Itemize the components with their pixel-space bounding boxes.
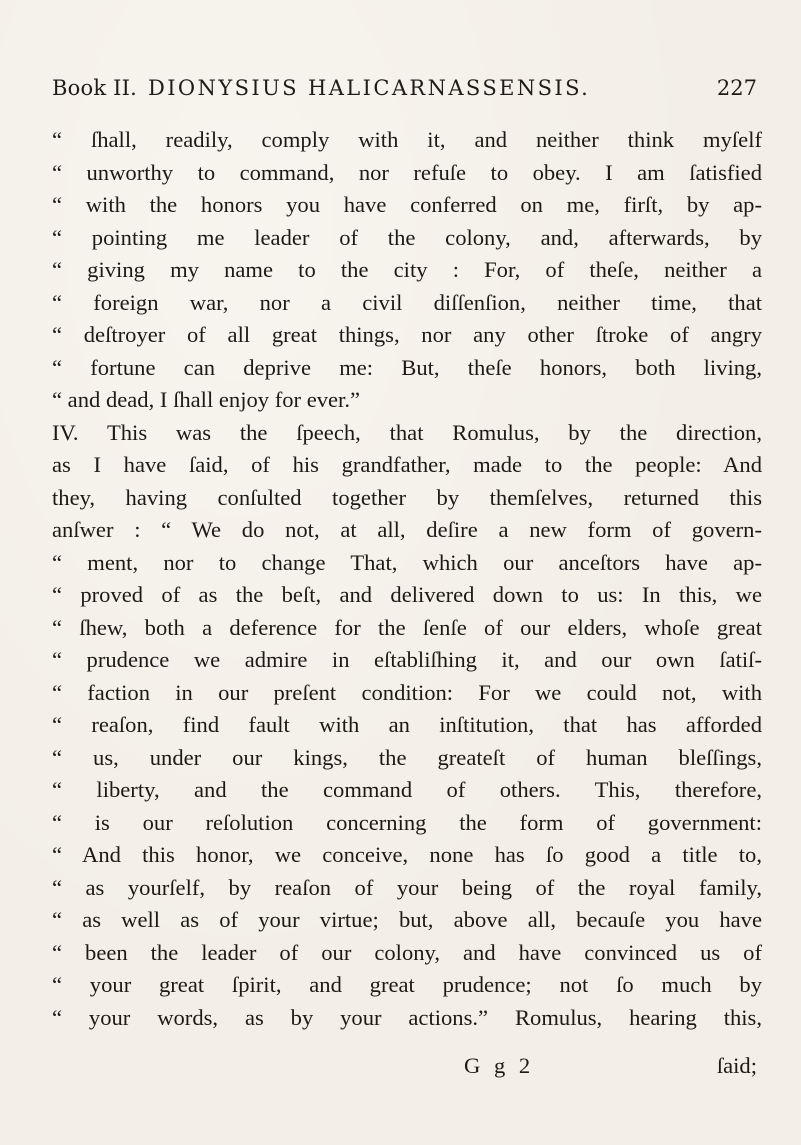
text-line: as I have ſaid, of his grandfather, made to the people: And — [52, 452, 762, 477]
text-line: “ ſhew, both a deference for the ſenſe of our elders, whoſe great — [52, 614, 762, 640]
text-line: “ ſhall, readily, comply with it, and neither think myſelf — [52, 127, 762, 152]
text-line: “ is our reſolution concerning the form of government: — [52, 809, 762, 835]
text-line: “ And this honor, we conceive, none has ſo good a title to, — [52, 842, 762, 867]
text-line: “ deſtroyer of all great things, nor any other ſtroke of angry — [52, 322, 762, 347]
book-label: Book II. — [52, 76, 137, 100]
body-text — [52, 124, 772, 1034]
text-line: “ and dead, I ſhall enjoy for ever.” — [52, 387, 361, 412]
running-title: DIONYSIUS HALICARNASSENSIS. — [148, 76, 591, 100]
text-line: “ giving my name to the city : For, of theſe, neither a — [52, 257, 762, 282]
text-line: “ us, under our kings, the greateſt of human bleſſings, — [52, 744, 762, 770]
text-line: “ ment, nor to change That, which our anceſtors have ap- — [52, 549, 762, 575]
text-line: “ fortune can deprive me: But, theſe honors, both living, — [52, 354, 762, 380]
text-line: “ with the honors you have conferred on me, firſt, by ap- — [52, 192, 762, 217]
text-line: “ prudence we admire in eſtabliſhing it, and our own ſatiſ- — [52, 647, 762, 672]
text-line: “ pointing me leader of the colony, and, afterwards, by — [52, 224, 762, 250]
text-line: they, having conſulted together by themſelves, returned this — [52, 484, 762, 510]
text-line: “ proved of as the beſt, and delivered down to us: In this, we — [52, 582, 762, 607]
page-footer — [52, 1053, 757, 1087]
text-line: “ been the leader of our colony, and have convinced us of — [52, 939, 762, 965]
text-line: “ as yourſelf, by reaſon of your being of the royal family, — [52, 874, 762, 900]
text-line: “ reaſon, find fault with an inſtitution, that has afforded — [52, 712, 762, 737]
text-line: “ your words, as by your actions.” Romulus, hearing this, — [52, 1004, 762, 1030]
text-line: “ liberty, and the command of others. This, therefore, — [52, 777, 762, 802]
text-line: “ faction in our preſent condition: For we could not, with — [52, 679, 762, 705]
text-line: anſwer : “ We do not, at all, deſire a new form of govern- — [52, 517, 762, 542]
text-line: “ as well as of your virtue; but, above all, becauſe you have — [52, 907, 762, 932]
text-line: “ foreign war, nor a civil diſſenſion, neither time, that — [52, 289, 762, 315]
signature-mark: G g 2 — [464, 1053, 535, 1078]
text-line: “ unworthy to command, nor refuſe to obey. I am ſatisfied — [52, 159, 762, 185]
text-line: “ your great ſpirit, and great prudence; not ſo much by — [52, 972, 762, 997]
text-line: IV. This was the ſpeech, that Romulus, by the direction, — [52, 419, 762, 445]
page-number: 227 — [716, 76, 757, 100]
catchword: ſaid; — [716, 1053, 757, 1078]
running-head — [52, 74, 757, 110]
